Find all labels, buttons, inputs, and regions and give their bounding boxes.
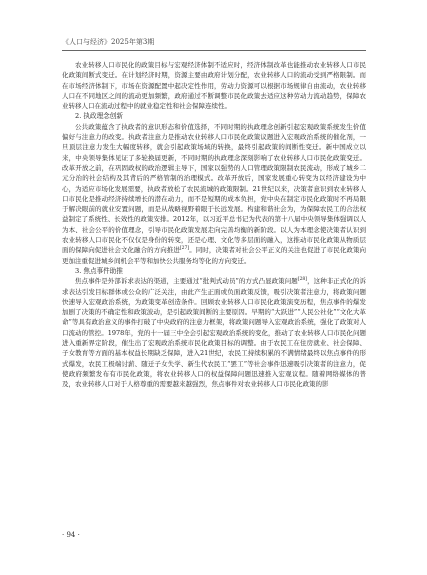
- citation-27: [27]: [179, 246, 190, 252]
- header-rule: [62, 50, 366, 51]
- article-body: [62, 60, 366, 390]
- citation-28: [28]: [297, 277, 308, 283]
- paragraph-governance-concept: [62, 122, 366, 266]
- paragraph-text: ，这种非正式化的诉求表达引发目标群体或公众的广泛关注，由此产生正面或负面政策反馈，吸引决策者注意力，将政策问题快速导入宏观政治系统，为政策变革创造条件。回顾农业转移人口市民化政策演变历程，焦点事件的爆发加剧了决策的不确定性和政策波动，是引起政策间断的主要原因。早期的“大跃进”“人民公社化”“文化大革命”等具有政治意义的事件打破了中央政府的注意力框架，将政策问题导入宏观政治系统，强化了政策对人口流动的管控。1978年，党的十一届三中全会引起宏观政治系统的变化，推动了农业转移人口市民化问题进入重新界定阶段，催生出了宏观政治系统市民化政策目标的调整。由于农民工在住房就业、社会保障、子女教育等方面的基本权益长期缺乏保障，进入21世纪，农民工持续积累的不满情绪最终以焦点事件的形式爆发，农民工极端讨薪、随迁子女失学、新生代农民工“罢工”等社会事件迅速吸引决策者的注意力，促使政府频繁发布有市民化政策，将农业转移人口的权益保障问题迅速推入宏观议程。随着网络媒体的普及，农业转移人口对于人格尊重的需要越来越强烈，焦点事件对农业转移人口市民化政策的影: [62, 277, 366, 389]
- journal-header: 《人口与经济》2025年第3期: [62, 38, 155, 46]
- paragraph-focal-events: [62, 276, 366, 389]
- page-number: · 94 ·: [62, 531, 80, 539]
- section-heading-governance-concept: 2. 执政理念创新: [75, 112, 123, 121]
- paragraph-text: 公共政策蕴含了执政者的意识形态和价值选择，不同时期的执政理念创新引起宏观政策系统发生价值偏好与注意力的改变。执政者注意力是推动农业转移人口市民化政策议题进入宏观政治系统的催化剂，一旦顶层注意力发生大幅度转移，就会引起政策场域的转换，最终引起政策的间断性变迁。新中国成立以来，中央领导集体见证了多轮换届更新，不同时期的执政理念深刻影响了农业转移人口市民化政策变迁。改革开放之前，在巩固政权的政治逻辑主导下，国家以强势的人口管理政策限制农民流动，形成了城乡二元分治的社会结构及其背后的严格管制的治理模式。改革开放后，国家发展重心转变为以经济建设为中心，为适应市场化发展需要，执政者放松了农民流城的政策限制。21世纪以来，决策者意识到农业转移人口市民化是推动经济持续增长的潜在动力，而不是短期的成本负担，党中央在制定市民化政策时不再局限于解决眼前的就业安置问题，而是从战略视野着眼于长远发展。构建和谐社会为，为保障农民工的合法权益制定了系统性、长效性的政策安排。2012年，以习近平总书记为代表的第十八届中央领导集体强调以人为本、社会公平的价值理念，引导市民化政策发展走向完善均衡的新阶段。以人为本理念使决策者认识到农业转移人口市民化不仅仅是身份的转变，还是心理、文化等多层面的融入，这推动市民化政策从物质层面的保障向促进社会文化融合的方向推进: [62, 122, 366, 255]
- paragraph-text: 焦点事件是外部诉求表达的渠道，主要通过“批判式动员”的方式凸显政策问题: [75, 277, 298, 286]
- paragraph-economic-reform: 农业转移人口市民化的政策目标与宏观经济体制不适应时，经济体制改革也能推动农业转移人口市民化政策间断式变迁。在计划经济时期，资源主要由政府计划分配，农业转移人口的流动受到严格限制。而在市场经济体制下，市场在资源配置中起决定性作用，劳动力资源可以根据市场规律自由流动，农业转移人口在不同地区之间的流动更加频繁，政府通过不断调整市民化政策去适应这种劳动力流动趋势，保障农业转移人口在流动过程中的就业稳定性和社会保障连续性。: [62, 61, 366, 111]
- paragraph-text: 。同时，决策者对社会公平正义的关注也促进了市民化政策向更加注重促进城乡间机会平等和加快公共服务均等化的方向变迁。: [62, 246, 367, 265]
- section-heading-focal-events: 3. 焦点事件助推: [75, 266, 123, 275]
